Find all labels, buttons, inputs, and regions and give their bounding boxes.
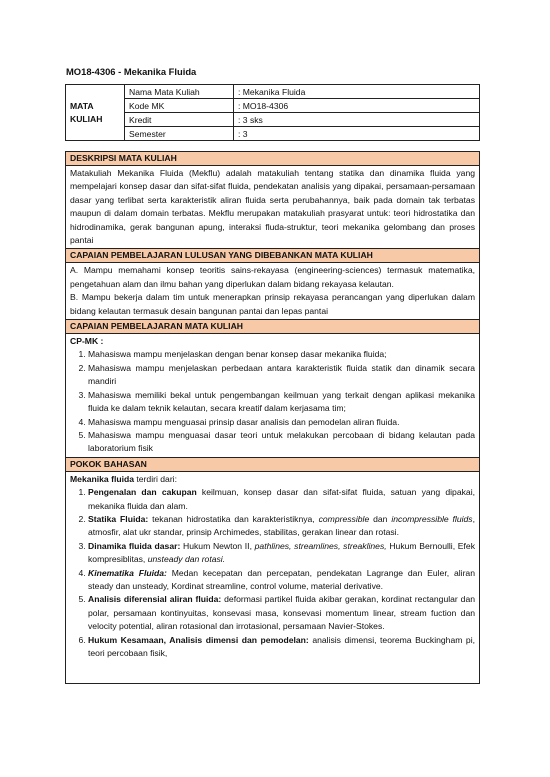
info-value: : MO18-4306 — [234, 99, 480, 113]
list-item: 3. Dinamika fluida dasar: Hukum Newton II, pathlines, streamlines, streaklines, Hukum Bernoulli, Efek kompresiblitas, unsteady dan rotasi. — [88, 540, 475, 567]
course-sections — [65, 151, 480, 684]
list-item: 1. Mahasiswa mampu menjelaskan dengan benar konsep dasar mekanika fluida; — [88, 348, 475, 361]
list-item: 6. Hukum Kesamaan, Analisis dimensi dan pemodelan: analisis dimensi, teorema Buckingham pi, teori percobaan fisik, — [88, 634, 475, 661]
section-heading-deskripsi: DESKRIPSI MATA KULIAH — [66, 151, 479, 166]
info-key: Semester — [125, 127, 234, 141]
cpmk-label: CP-MK : — [70, 336, 104, 347]
cpl-item-a: A. Mampu memahami konsep teoritis sains-rekayasa (engineering-sciences) termasuk matematika, pengetahuan alam dan ilmu bahan yang diperlukan dalam bidang rekayasa kelautan. — [70, 265, 475, 289]
deskripsi-body — [66, 166, 479, 248]
cpl-body — [66, 263, 479, 319]
list-item: 5. Analisis diferensial aliran fluida: deformasi partikel fluida akibar gerakan, kordinat rectangular dan polar, persamaan kontinyuitas, konsevasi masa, konsevasi momentum linear, stream fuction dan velocity potential, aliran rotasional dan irrotasional, persamaan Navier-Stokes. — [88, 593, 475, 633]
pokok-intro: Mekanika fluida terdiri dari: — [70, 473, 177, 484]
info-key: Nama Mata Kuliah — [125, 85, 234, 99]
document-title: MO18-4306 - Mekanika Fluida — [66, 66, 197, 77]
cpmk-list — [70, 348, 475, 455]
list-item: 4. Mahasiswa mampu menguasai prinsip dasar analisis dan pemodelan aliran fluida. — [88, 416, 475, 429]
list-item: 1. Pengenalan dan cakupan keilmuan, konsep dasar dan sifat-sifat fluida, satuan yang dipakai, mekanika fluida dan alam. — [88, 486, 475, 513]
cpmk-body — [66, 334, 479, 457]
cpl-item-b: B. Mampu bekerja dalam tim untuk menerapkan prinsip rekayasa perancangan yang diperlukan dalam bidang kelautan termasuk desain bangunan pantai dan lepas pantai — [70, 292, 475, 316]
mata-kuliah-label: MATA KULIAH — [66, 85, 125, 141]
section-heading-cpl: CAPAIAN PEMBELAJARAN LULUSAN YANG DIBEBANKAN MATA KULIAH — [66, 248, 479, 263]
info-key: Kredit — [125, 113, 234, 127]
section-heading-cpmk: CAPAIAN PEMBELAJARAN MATA KULIAH — [66, 319, 479, 334]
info-value: : 3 — [234, 127, 480, 141]
info-value: : Mekanika Fluida — [234, 85, 480, 99]
section-heading-pokok: POKOK BAHASAN — [66, 457, 479, 472]
deskripsi-text: Matakuliah Mekanika Fluida (Mekflu) adalah matakuliah tentang statika dan dinamika fluida yang mempelajari konsep dasar dan sifat-sifat fluida, pendekatan analisis yang dipakai, persamaan-persamaan dasar yang terlibat serta karakteristik aliran fluida serta perubahannya, baik pada domain tak terbatas maupun di dalam domain terbatas. Mekflu merupakan matakuliah prasyarat untuk: teori hidrostatika dan hidrodinamika, gerak bangunan apung, interaksi fluda-struktur, teori mekanika gelombang dan proses pantai — [70, 168, 475, 246]
pokok-body — [66, 472, 479, 683]
course-info-table — [65, 84, 480, 141]
list-item: 3. Mahasiswa memiliki bekal untuk pengembangan keilmuan yang terkait dengan aplikasi mekanika fluida ke dalam teknik kelautan, secara kreatif dalam kerjasama tim; — [88, 389, 475, 416]
list-item: 2. Mahasiswa mampu menjelaskan perbedaan antara karakteristik fluida statik dan dinamik secara mandiri — [88, 362, 475, 389]
info-key: Kode MK — [125, 99, 234, 113]
list-item: 5. Mahasiswa mampu menguasai dasar teori untuk melakukan percobaan di bidang kelautan pada laboratorium fisik — [88, 429, 475, 456]
list-item: 2. Statika Fluida: tekanan hidrostatika dan karakteristiknya, compressible dan incompressible fluids, atmosfir, alat ukr standar, prinsip Archimedes, stabilitas, gerakan linear dan rotasi. — [88, 513, 475, 540]
list-item: 4. Kinematika Fluida: Medan kecepatan dan percepatan, pendekatan Lagrange dan Euler, aliran steady dan unsteady, Kordinat streamline, control volume, material derivative. — [88, 567, 475, 594]
pokok-list — [70, 486, 475, 660]
info-value: : 3 sks — [234, 113, 480, 127]
